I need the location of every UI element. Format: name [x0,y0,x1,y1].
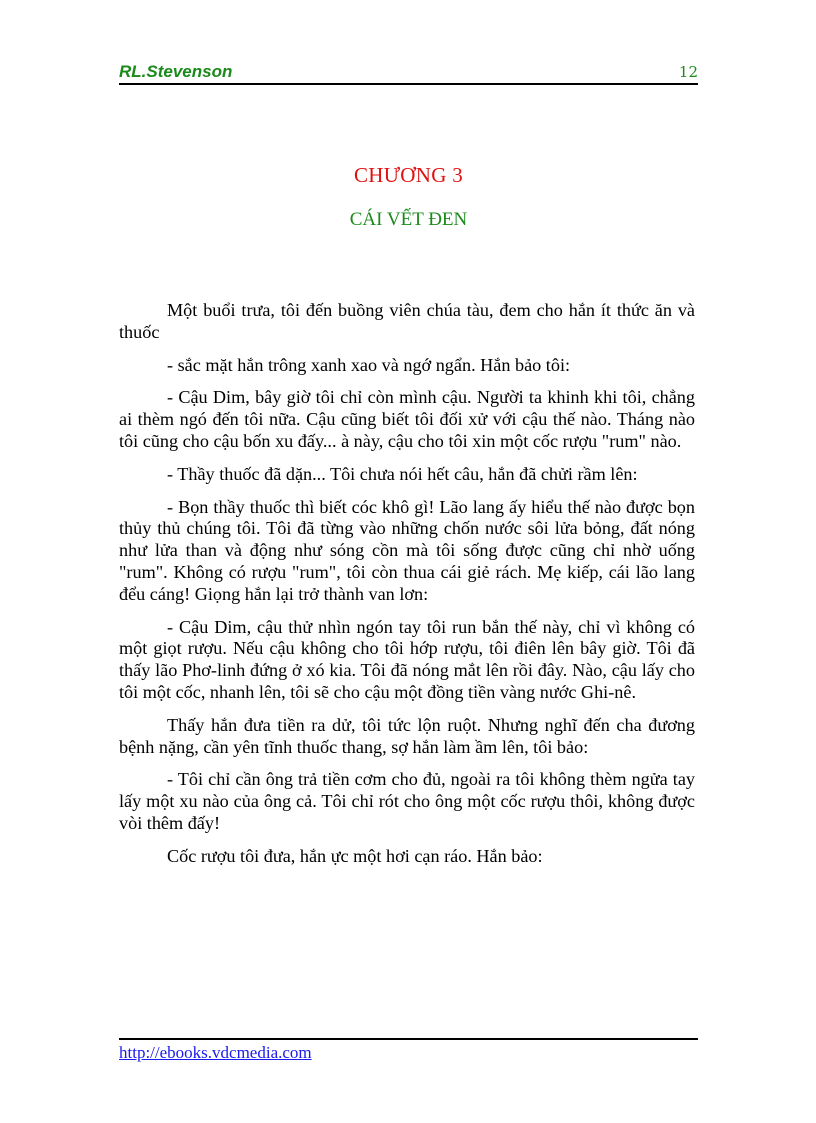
paragraph: - Cậu Dim, bây giờ tôi chỉ còn mình cậu. Người ta khinh khi tôi, chẳng ai thèm ngó đến tôi nữa. Cậu cũng biết tôi đối xử với cậu thế nào. Tháng nào tôi cũng cho cậu bốn xu đấy... à này, cậu cho tôi xin một cốc rượu "rum" nào. [119,387,695,451]
page-number: 12 [678,63,698,81]
header-author: RL.Stevenson [119,62,233,81]
chapter-body [119,300,695,879]
paragraph: - Tôi chỉ cần ông trả tiền cơm cho đủ, ngoài ra tôi không thèm ngửa tay lấy một xu nào của ông cả. Tôi chỉ rót cho ông một cốc rượu thôi, không được vòi thêm đấy! [119,769,695,833]
paragraph: Thấy hắn đưa tiền ra dử, tôi tức lộn ruột. Nhưng nghĩ đến cha đương bệnh nặng, cần yên tĩnh thuốc thang, sợ hắn làm ầm lên, tôi bảo: [119,714,695,757]
paragraph: Cốc rượu tôi đưa, hắn ực một hơi cạn ráo. Hắn bảo: [167,845,543,866]
chapter-number: CHƯƠNG 3 [353,163,464,187]
paragraph: - Bọn thầy thuốc thì biết cóc khô gì! Lão lang ấy hiểu thế nào được bọn thủy thủ chúng tôi. Tôi đã từng vào những chốn nước sôi lửa bỏng, đất nóng như lửa than và động như sóng cồn mà tôi sống được cũng chỉ nhờ uống "rum". Không có rượu "rum", tôi còn thua cái giẻ rách. Mẹ kiếp, cái lão lang đểu cáng! Giọng hắn lại trở thành van lơn: [119,496,695,604]
paragraph: - Cậu Dim, cậu thử nhìn ngón tay tôi run bắn thế này, chỉ vì không có một giọt rượu. Nếu cậu không cho tôi hớp rượu, tôi điên lên bây giờ. Tôi đã thấy lão Phơ-linh đứng ở xó kia. Tôi đã nóng mắt lên rồi đây. Nào, cậu lấy cho tôi một cốc, nhanh lên, tôi sẽ cho cậu một đồng tiền vàng nước Ghi-nê. [119,616,695,702]
page-header [119,60,698,82]
paragraph: Một buổi trưa, tôi đến buồng viên chúa tàu, đem cho hắn ít thức ăn và thuốc [119,300,695,342]
footer-divider [119,1038,698,1040]
footer-link[interactable]: http://ebooks.vdcmedia.com [119,1043,312,1062]
paragraph: - Thầy thuốc đã dặn... Tôi chưa nói hết câu, hắn đã chửi rầm lên: [167,463,638,484]
header-divider [119,83,698,85]
paragraph: - sắc mặt hắn trông xanh xao và ngớ ngẩn. Hắn bảo tôi: [167,354,571,375]
chapter-title: CÁI VẾT ĐEN [349,209,468,230]
